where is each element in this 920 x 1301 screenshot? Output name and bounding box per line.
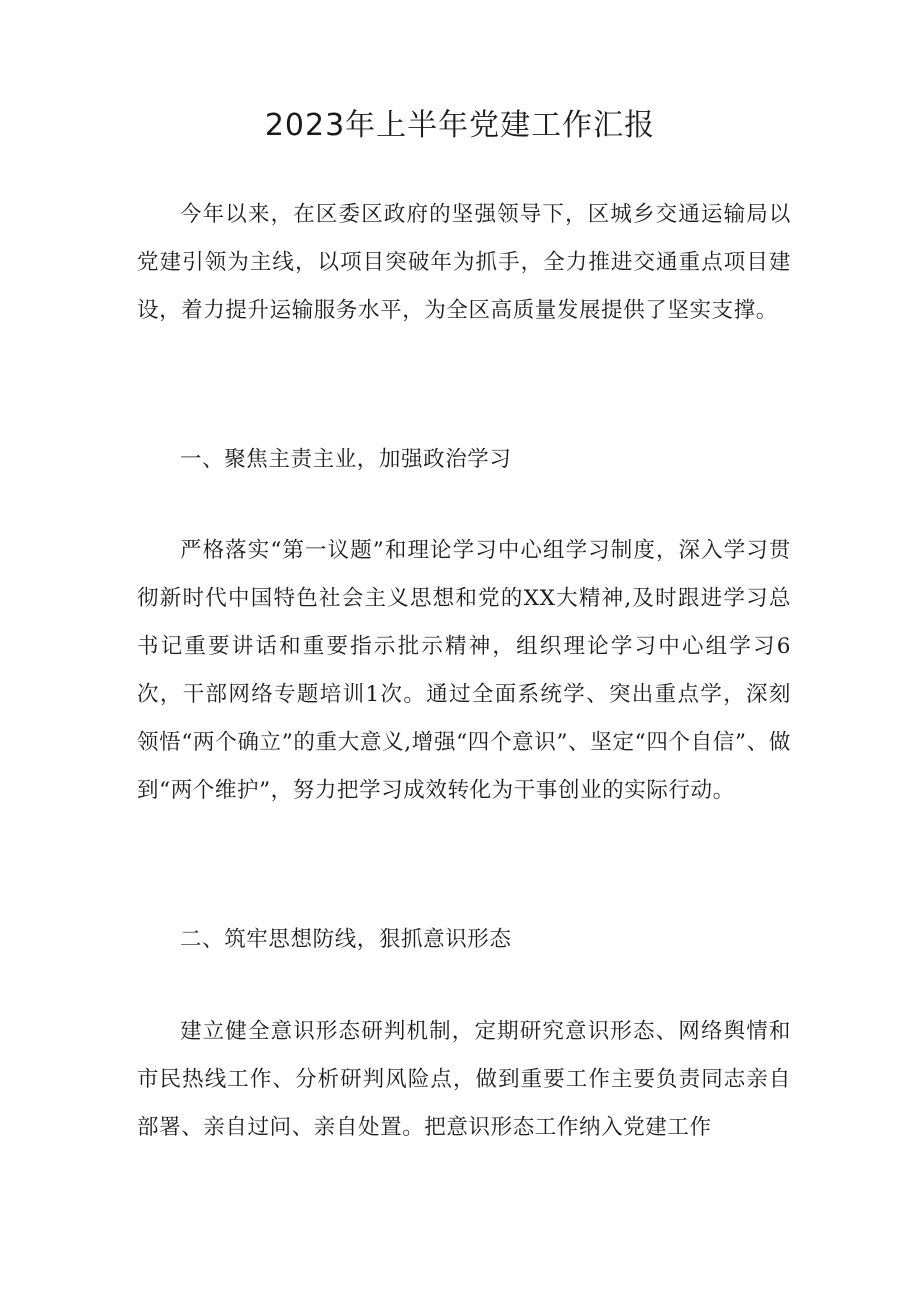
section-1-body: 严格落实“第一议题”和理论学习中心组学习制度，深入学习贯彻新时代中国特色社会主义思想和党的XX大精神,及时跟进学习总书记重要讲话和重要指示批示精神，组织理论学习中心组学习6次，干部网络专题培训1次。通过全面系统学、突出重点学，深刻领悟“两个确立”的重大意义,增强“四个意识”、坚定“四个自信”、做到“两个维护”，努力把学习成效转化为干事创业的实际行动。 (137, 538, 791, 803)
section-2-heading: 二、筑牢思想防线，狠抓意识形态 (180, 927, 512, 952)
intro-paragraph: 今年以来，在区委区政府的坚强领导下，区城乡交通运输局以党建引领为主线，以项目突破年为抓手，全力推进交通重点项目建设，着力提升运输服务水平，为全区高质量发展提供了坚实支撑。 (137, 202, 791, 323)
section-2-body: 建立健全意识形态研判机制，定期研究意识形态、网络舆情和市民热线工作、分析研判风险点，做到重要工作主要负责同志亲自部署、亲自过问、亲自处置。把意识形态工作纳入党建工作 (137, 1019, 791, 1140)
section-1-heading: 一、聚焦主责主业，加强政治学习 (180, 447, 512, 472)
document-title: 2023年上半年党建工作汇报 (264, 108, 656, 143)
